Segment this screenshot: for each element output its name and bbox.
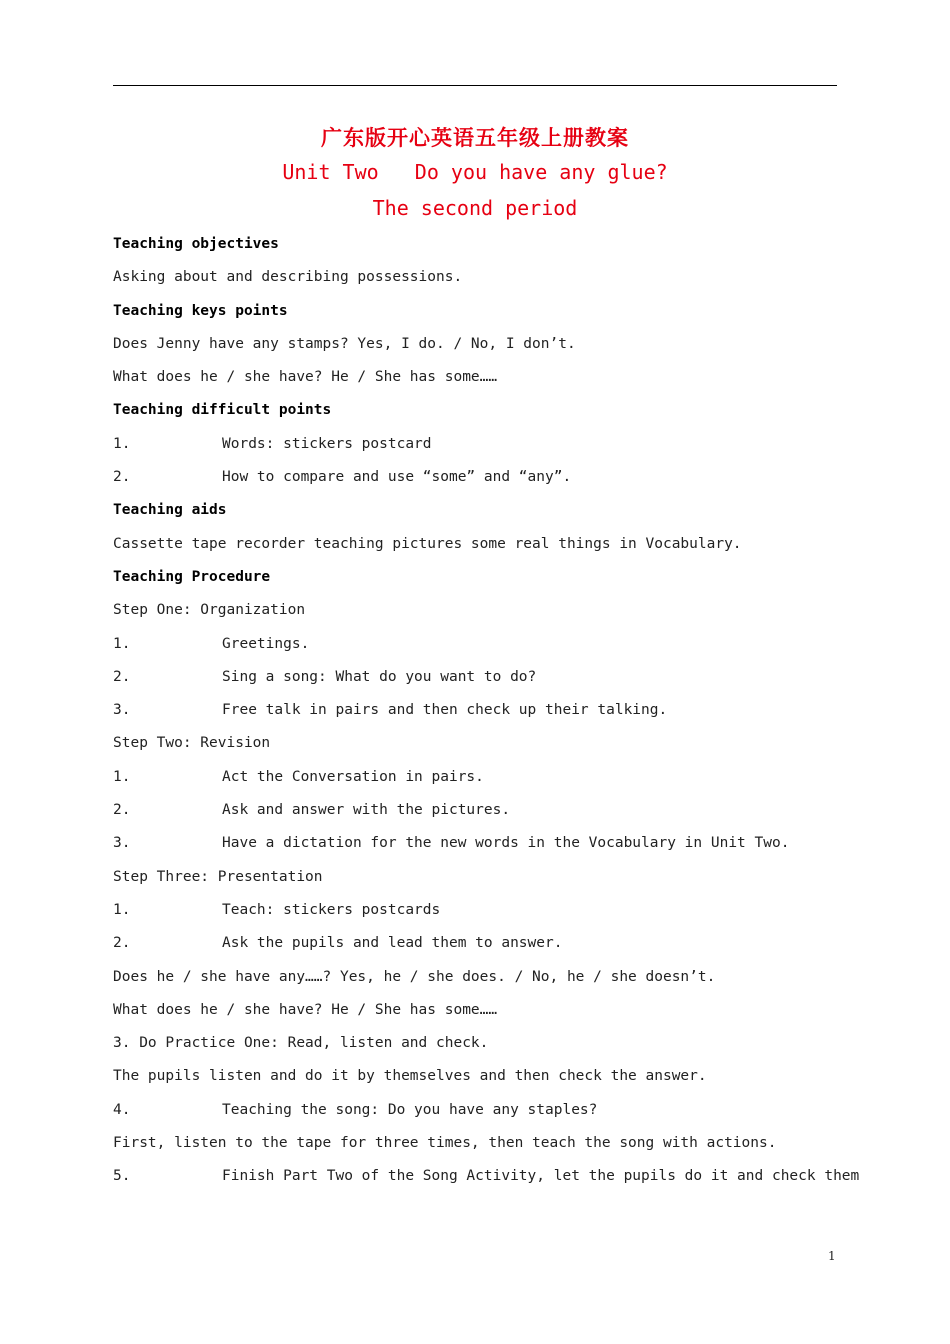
step-title: Step Three: Presentation xyxy=(113,868,323,885)
difficult-heading: Teaching difficult points xyxy=(113,402,332,419)
header-rule xyxy=(113,85,837,86)
objectives-heading: Teaching objectives xyxy=(113,236,279,252)
item-number: 3. xyxy=(113,835,131,852)
list-item xyxy=(113,761,843,794)
keys-heading: Teaching keys points xyxy=(113,302,288,319)
body-line: 3. Do Practice One: Read, listen and check. xyxy=(113,1035,489,1052)
item-text: Sing a song: What do you want to do? xyxy=(222,668,537,685)
list-item xyxy=(113,1094,843,1127)
item-text: Teaching the song: Do you have any staples? xyxy=(222,1101,598,1118)
list-item xyxy=(113,628,843,661)
body-line: The pupils listen and do it by themselves and then check the answer. xyxy=(113,1068,707,1085)
item-text: Finish Part Two of the Song Activity, let the pupils do it and check them xyxy=(222,1168,860,1185)
list-item xyxy=(113,1160,860,1193)
item-text: Teach: stickers postcards xyxy=(222,901,441,918)
item-number: 3. xyxy=(113,702,131,719)
list-item xyxy=(113,694,843,727)
item-number: 1. xyxy=(113,768,131,785)
step-title: Step One: Organization xyxy=(113,602,306,619)
keys-line: Does Jenny have any stamps? Yes, I do. / No, I don’t. xyxy=(113,335,576,352)
list-item xyxy=(113,428,843,461)
procedure-heading: Teaching Procedure xyxy=(113,568,271,585)
item-number: 5. xyxy=(113,1168,131,1185)
list-item xyxy=(113,927,843,960)
item-number: 2. xyxy=(113,935,131,952)
document-body xyxy=(113,228,860,1194)
item-text: Ask the pupils and lead them to answer. xyxy=(222,935,563,952)
item-number: 1. xyxy=(113,435,131,452)
list-item xyxy=(113,827,843,860)
item-number: 1. xyxy=(113,635,131,652)
objectives-text: Asking about and describing possessions. xyxy=(113,269,463,286)
list-item xyxy=(113,661,843,694)
aids-text: Cassette tape recorder teaching pictures some real things in Vocabulary. xyxy=(113,535,742,552)
page-number: 1 xyxy=(828,1249,836,1263)
body-line: Does he / she have any……? Yes, he / she does. / No, he / she doesn’t. xyxy=(113,968,716,985)
item-number: 1. xyxy=(113,901,131,918)
keys-line: What does he / she have? He / She has some…… xyxy=(113,369,498,386)
title-unit: Unit Two Do you have any glue? xyxy=(282,160,668,184)
aids-heading: Teaching aids xyxy=(113,502,227,519)
item-text: Free talk in pairs and then check up their talking. xyxy=(222,702,668,719)
list-item xyxy=(113,894,843,927)
item-text: Ask and answer with the pictures. xyxy=(222,802,511,819)
body-line: First, listen to the tape for three times, then teach the song with actions. xyxy=(113,1135,777,1152)
item-text: How to compare and use “some” and “any”. xyxy=(222,469,572,486)
item-number: 2. xyxy=(113,668,131,685)
item-number: 2. xyxy=(113,469,131,486)
item-number: 4. xyxy=(113,1101,131,1118)
item-text: Words: stickers postcard xyxy=(222,435,432,452)
title-period: The second period xyxy=(372,196,578,220)
item-text: Greetings. xyxy=(222,635,310,652)
item-text: Act the Conversation in pairs. xyxy=(222,768,484,785)
list-item xyxy=(113,794,843,827)
item-number: 2. xyxy=(113,802,131,819)
step-title: Step Two: Revision xyxy=(113,735,271,752)
title-chinese: 广东版开心英语五年级上册教案 xyxy=(321,125,629,150)
list-item xyxy=(113,461,843,494)
item-text: Have a dictation for the new words in the Vocabulary in Unit Two. xyxy=(222,835,790,852)
body-line: What does he / she have? He / She has some…… xyxy=(113,1001,498,1018)
